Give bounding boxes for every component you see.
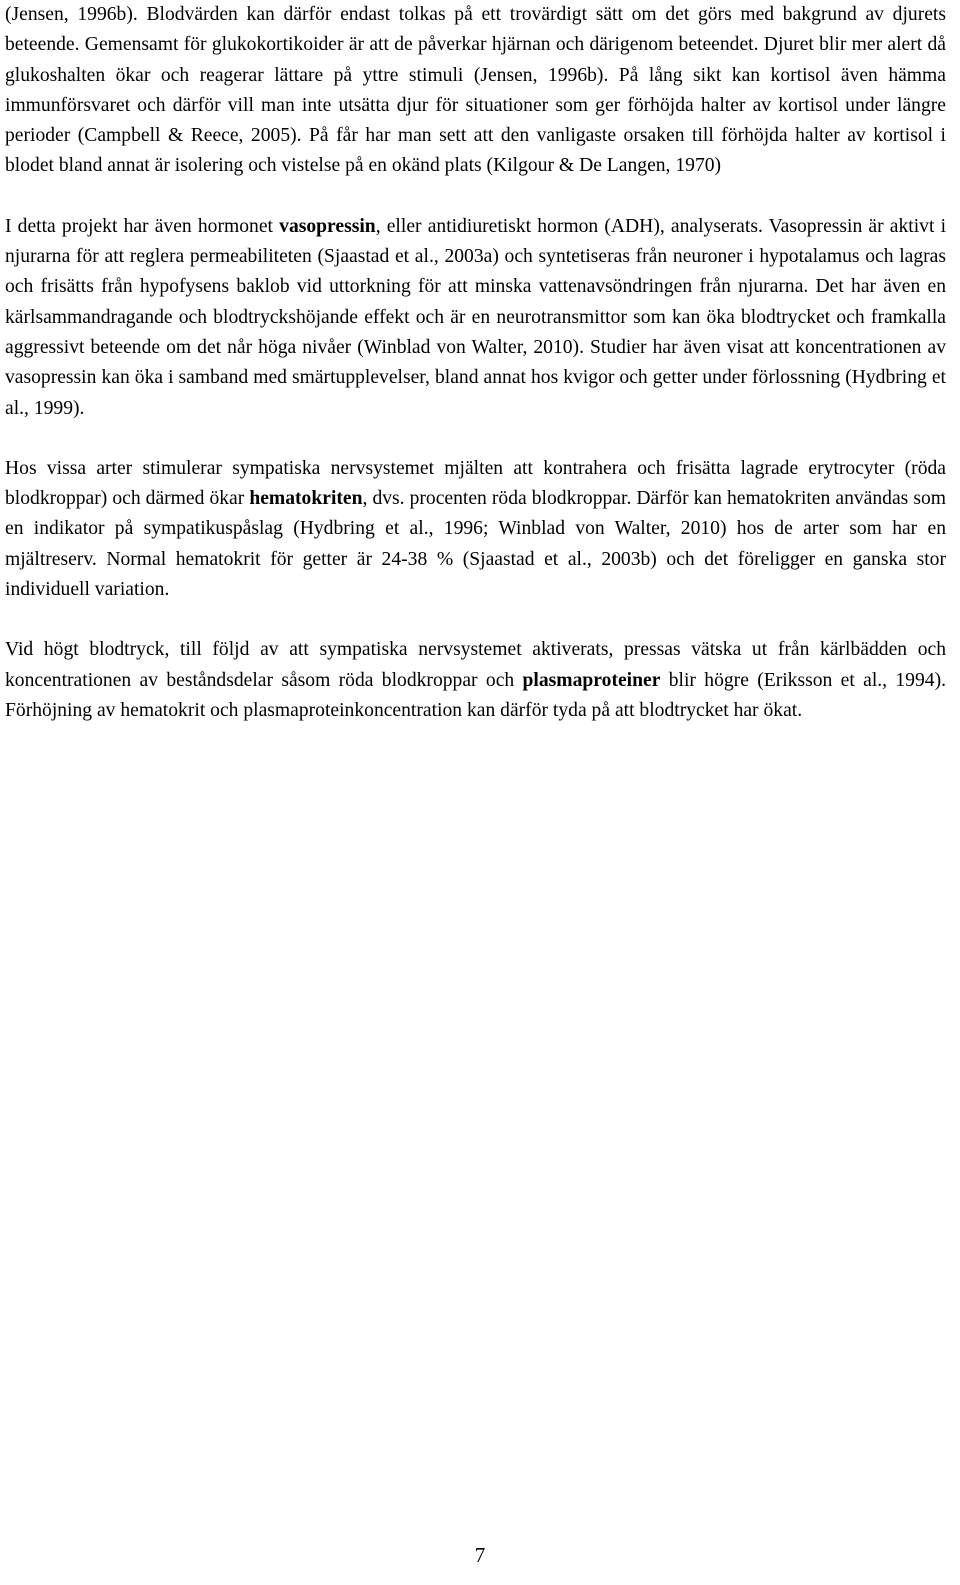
paragraph-text: I detta projekt har även hormonet: [5, 215, 280, 237]
bold-term-hematokriten: hematokriten: [249, 488, 363, 510]
bold-term-plasmaproteiner: plasmaproteiner: [522, 669, 661, 691]
paragraph-text: , dvs. procenten röda blodkroppar. Därför kan hematokriten användas som en indikator på sympatikuspåslag (Hydbring et al., 1996; Winblad von Walter, 2010) hos de arter som har en mjältreserv. Normal hematokrit för getter är 24-38 % (Sjaastad et al., 2003b) och det föreligger en ganska stor individuell variation.: [5, 488, 946, 601]
paragraph-plasma-proteins: [5, 635, 946, 726]
paragraph-glucocorticoids: [5, 0, 946, 182]
paragraph-text: , eller antidiuretiskt hormon (ADH), analyserats. Vasopressin är aktivt i njurarna för att reglera permeabiliteten (Sjaastad et al., 2003a) och syntetiseras från neuroner i hypotalamus och lagras och frisätts från hypofysens baklob vid uttorkning för att minska vattenavsöndringen från njurarna. Det har även en kärlsammandragande och blodtryckshöjande effekt och är en neurotransmittor som kan öka blodtrycket och framkalla aggressivt beteende om det når höga nivåer (Winblad von Walter, 2010). Studier har även visat att koncentrationen av vasopressin kan öka i samband med smärtupplevelser, bland annat hos kvigor och getter under förlossning (Hydbring et al., 1999).: [5, 215, 947, 419]
paragraph-text: blir högre (Eriksson et al., 1994). Förhöjning av hematokrit och plasmaproteinkoncentration kan därför tyda på att blodtrycket har ökat.: [5, 669, 946, 721]
bold-term-vasopressin: vasopressin: [279, 215, 376, 237]
paragraph-text: Vid högt blodtryck, till följd av att sympatiska nervsystemet aktiverats, pressas vätska ut från kärlbädden och koncentrationen av beståndsdelar såsom röda blodkroppar och: [5, 639, 946, 691]
page-number: 7: [474, 1543, 486, 1567]
paragraph-vasopressin: [5, 212, 946, 424]
paragraph-hematocrit: [5, 454, 946, 605]
paragraph-text: (Jensen, 1996b). Blodvärden kan därför endast tolkas på ett trovärdigt sätt om det görs med bakgrund av djurets beteende. Gemensamt för glukokortikoider är att de påverkar hjärnan och därigenom beteendet. Djuret blir mer alert då glukoshalten ökar och reagerar lättare på yttre stimuli (Jensen, 1996b). På lång sikt kan kortisol även hämma immunförsvaret och därför vill man inte utsätta djur för situationer som ger förhöjda halter av kortisol under längre perioder (Campbell & Reece, 2005). På får har man sett att den vanligaste orsaken till förhöjda halter av kortisol i blodet bland annat är isolering och vistelse på en okänd plats (Kilgour & De Langen, 1970): [5, 4, 946, 177]
document-page: [5, 0, 946, 726]
paragraph-text: Hos vissa arter stimulerar sympatiska nervsystemet mjälten att kontrahera och frisätta lagrade erytrocyter (röda blodkroppar) och därmed ökar: [5, 457, 946, 510]
